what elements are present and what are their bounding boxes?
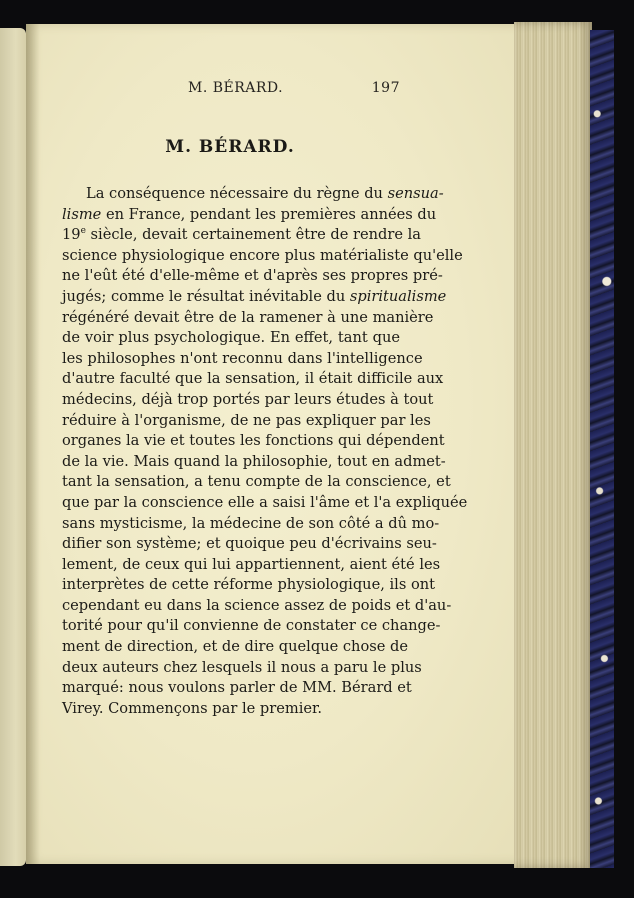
- text-line: médecins, déjà trop portés par leurs études à tout: [62, 390, 434, 408]
- text-line: lement, de ceux qui lui appartiennent, aient été les: [62, 555, 441, 573]
- text-line: marqué: nous voulons parler de MM. Bérard et: [62, 679, 412, 697]
- text-line: 19e siècle, devait certainement être de rendre la: [62, 226, 421, 244]
- text-line: tant la sensation, a tenu compte de la conscience, et: [62, 473, 451, 491]
- text-line: de voir plus psychologique. En effet, tant que: [62, 329, 400, 347]
- text-line: régénéré devait être de la ramener à une manière: [62, 308, 434, 326]
- body-paragraph: [62, 184, 468, 719]
- marbled-cover: [590, 30, 614, 868]
- gutter-shadow: [26, 24, 40, 864]
- text-line: La conséquence nécessaire du règne du sensua-: [86, 185, 444, 202]
- text-line: ment de direction, et de dire quelque chose de: [62, 638, 408, 656]
- text-line: interprètes de cette réforme physiologique, ils ont: [62, 576, 436, 594]
- facing-page-edge: [0, 28, 26, 866]
- text-line: réduire à l'organisme, de ne pas expliquer par les: [62, 411, 431, 429]
- text-line: organes la vie et toutes les fonctions qui dépendent: [62, 432, 445, 450]
- text-line: difier son système; et quoique peu d'écrivains seu-: [62, 535, 437, 553]
- text-line: lisme en France, pendant les premières années du: [62, 205, 437, 223]
- text-line: deux auteurs chez lesquels il nous a paru le plus: [62, 658, 422, 676]
- text-line: jugés; comme le résultat inévitable du spiritualisme: [62, 287, 447, 305]
- text-line: sans mysticisme, la médecine de son côté a dû mo-: [62, 514, 440, 532]
- text-line: cependant eu dans la science assez de poids et d'au-: [62, 596, 452, 614]
- text-line: d'autre faculté que la sensation, il était difficile aux: [62, 370, 444, 388]
- running-title: M. BÉRARD.: [188, 80, 284, 96]
- text-line: science physiologique encore plus matérialiste qu'elle: [62, 246, 463, 264]
- text-line: de la vie. Mais quand la philosophie, tout en admet-: [62, 452, 446, 470]
- page-edges: [514, 22, 592, 868]
- text-line: torité pour qu'il convienne de constater ce change-: [62, 617, 441, 635]
- text-line: ne l'eût été d'elle-même et d'après ses propres pré-: [62, 267, 443, 285]
- page-number: 197: [371, 80, 400, 96]
- text-line: les philosophes n'ont reconnu dans l'intelligence: [62, 349, 423, 367]
- text-line: que par la conscience elle a saisi l'âme et l'a expliquée: [62, 493, 468, 511]
- text-line: Virey. Commençons par le premier.: [62, 699, 323, 717]
- chapter-title: M. BÉRARD.: [165, 137, 295, 157]
